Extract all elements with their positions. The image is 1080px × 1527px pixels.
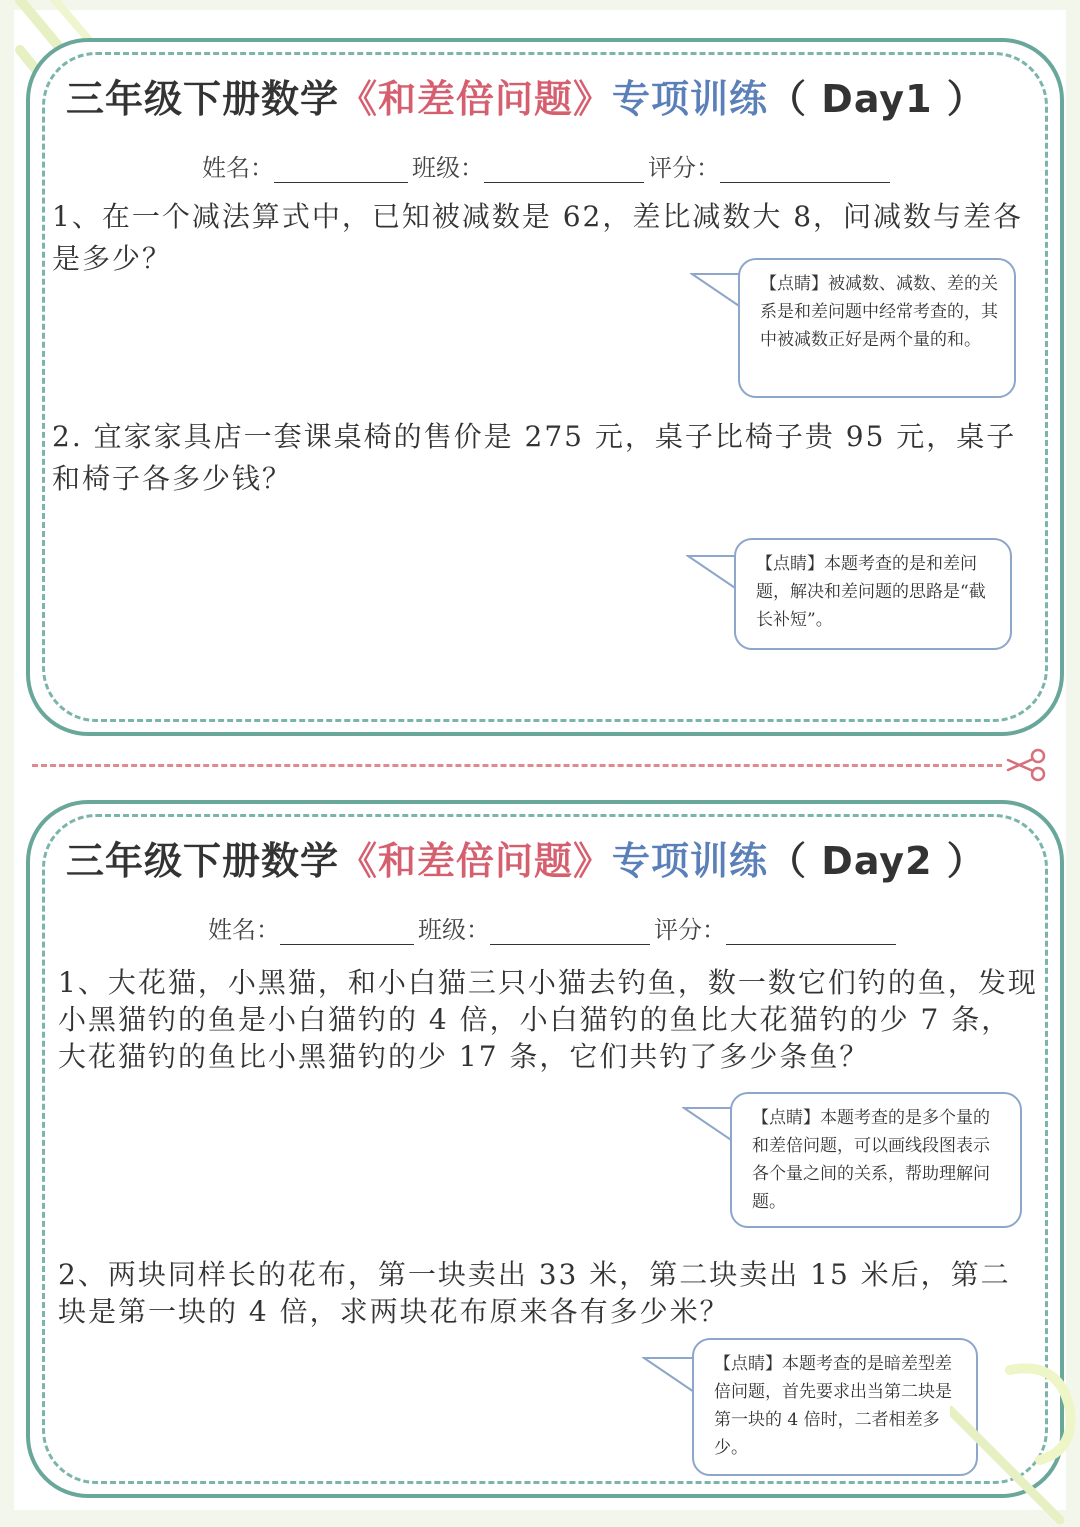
score-blank[interactable] <box>720 160 890 183</box>
worksheet-card-day2 <box>26 800 1064 1498</box>
title-day: （ Day2 ） <box>768 839 986 883</box>
question-1: 1、大花猫，小黑猫，和小白猫三只小猫去钓鱼，数一数它们钓的鱼，发现小黑猫钓的鱼是小白猫钓的 4 倍，小白猫钓的鱼比大花猫钓的少 7 条，大花猫钓的鱼比小黑猫钓的少 17 条，它们共钓了多少条鱼？ <box>58 966 1038 1073</box>
worksheet-card-day1 <box>26 38 1064 736</box>
page-title <box>66 68 986 123</box>
cut-line <box>32 764 1002 767</box>
score-label: 评分： <box>648 154 720 182</box>
name-blank[interactable] <box>280 922 414 945</box>
score-label: 评分： <box>654 916 726 944</box>
question-2: 2. 宜家家具店一套课桌椅的售价是 275 元，桌子比椅子贵 95 元，桌子和椅子各多少钱？ <box>52 420 1017 495</box>
student-info-fields <box>208 910 900 944</box>
name-label: 姓名： <box>208 916 280 944</box>
hint-bubble-2: 【点睛】本题考查的是暗差型差倍问题，首先要求出当第二块是第一块的 4 倍时，二者相差多少。 <box>692 1338 978 1476</box>
title-topic: 专项训练 <box>612 838 769 883</box>
paper-clip-icon <box>950 1350 1080 1527</box>
class-blank[interactable] <box>490 922 650 945</box>
question-2: 2、两块同样长的花布，第一块卖出 33 米，第二块卖出 15 米后，第二块是第一块的 4 倍，求两块花布原来各有多少米？ <box>58 1258 1011 1328</box>
student-info-fields <box>202 148 894 182</box>
title-prefix: 三年级下册数学 <box>66 76 340 121</box>
question-1: 1、在一个减法算式中，已知被减数是 62，差比减数大 8，问减数与差各是多少？ <box>52 200 1024 275</box>
title-topic: 专项训练 <box>612 76 769 121</box>
name-label: 姓名： <box>202 154 274 182</box>
title-prefix: 三年级下册数学 <box>66 838 340 883</box>
class-label: 班级： <box>418 916 490 944</box>
hint-bubble-1: 【点睛】被减数、减数、差的关系是和差问题中经常考查的，其中被减数正好是两个量的和。 <box>738 258 1016 398</box>
scissors-icon <box>1004 748 1048 782</box>
title-highlight: 《和差倍问题》 <box>339 838 613 883</box>
title-highlight: 《和差倍问题》 <box>339 76 613 121</box>
score-blank[interactable] <box>726 922 896 945</box>
hint-bubble-2: 【点睛】本题考查的是和差问题，解决和差问题的思路是“截长补短”。 <box>734 538 1012 650</box>
page-title <box>66 830 986 885</box>
hint-bubble-1: 【点睛】本题考查的是多个量的和差倍问题，可以画线段图表示各个量之间的关系，帮助理解问题。 <box>730 1092 1022 1228</box>
title-day: （ Day1 ） <box>768 77 986 121</box>
class-label: 班级： <box>412 154 484 182</box>
class-blank[interactable] <box>484 160 644 183</box>
name-blank[interactable] <box>274 160 408 183</box>
